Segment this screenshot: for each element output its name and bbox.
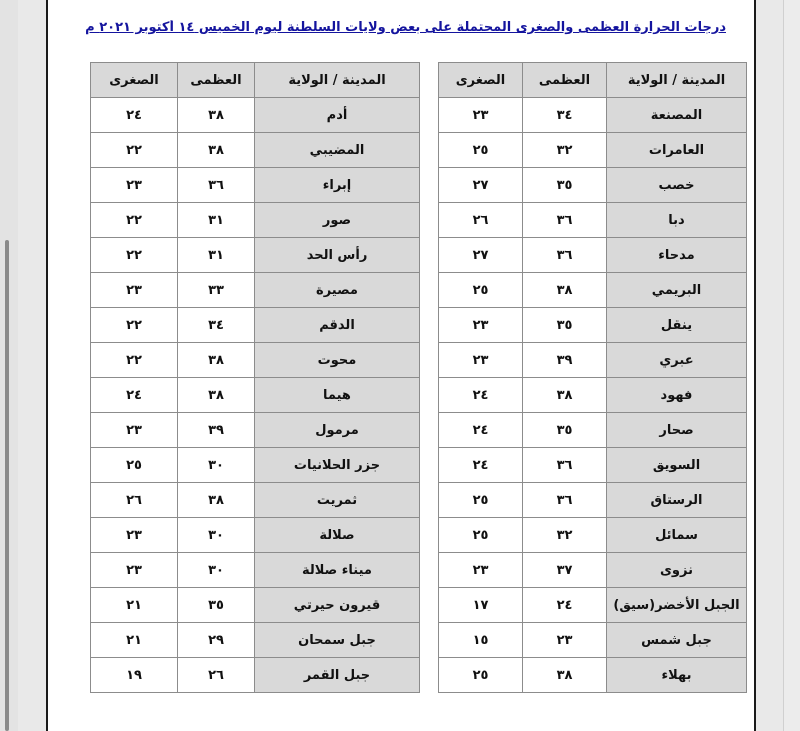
table-row xyxy=(439,413,747,448)
table-header-row xyxy=(439,63,747,98)
max-temp-cell: ٣٦ xyxy=(523,483,607,518)
max-temp-cell: ٢٣ xyxy=(523,623,607,658)
city-cell: مدحاء xyxy=(607,238,747,273)
city-cell: خصب xyxy=(607,168,747,203)
max-temp-cell: ٣٦ xyxy=(523,238,607,273)
min-temp-cell: ٢٦ xyxy=(439,203,523,238)
header-max: العظمى xyxy=(178,63,255,98)
city-cell: الجبل الأخضر(سيق) xyxy=(607,588,747,623)
max-temp-cell: ٣٨ xyxy=(178,343,255,378)
max-temp-cell: ٣٥ xyxy=(523,413,607,448)
max-temp-cell: ٣٩ xyxy=(178,413,255,448)
min-temp-cell: ٢٤ xyxy=(439,448,523,483)
min-temp-cell: ٢٤ xyxy=(439,378,523,413)
table-row xyxy=(91,273,420,308)
max-temp-cell: ٣٦ xyxy=(178,168,255,203)
city-cell: مصيرة xyxy=(255,273,420,308)
min-temp-cell: ٢٥ xyxy=(439,273,523,308)
header-min: الصغرى xyxy=(91,63,178,98)
city-cell: مرمول xyxy=(255,413,420,448)
min-temp-cell: ٢٤ xyxy=(91,378,178,413)
document-title[interactable]: درجات الحرارة العظمى والصغرى المحتملة على بعض ولايات السلطنة ليوم الخميس ١٤ أكتوبر ٢٠٢١ م xyxy=(85,20,726,35)
document-page xyxy=(46,0,756,731)
city-cell: الرستاق xyxy=(607,483,747,518)
city-cell: دبا xyxy=(607,203,747,238)
city-cell: السويق xyxy=(607,448,747,483)
table-row xyxy=(91,588,420,623)
max-temp-cell: ٣٠ xyxy=(178,448,255,483)
city-cell: جزر الحلانيات xyxy=(255,448,420,483)
min-temp-cell: ٢٧ xyxy=(439,168,523,203)
max-temp-cell: ٣١ xyxy=(178,203,255,238)
max-temp-cell: ٣٨ xyxy=(523,658,607,693)
max-temp-cell: ٣٨ xyxy=(523,378,607,413)
min-temp-cell: ٢٣ xyxy=(91,553,178,588)
table-row xyxy=(91,413,420,448)
city-cell: بهلاء xyxy=(607,658,747,693)
max-temp-cell: ٣٧ xyxy=(523,553,607,588)
min-temp-cell: ٢٤ xyxy=(91,98,178,133)
city-cell: سمائل xyxy=(607,518,747,553)
max-temp-cell: ٣٨ xyxy=(178,98,255,133)
table-row xyxy=(439,308,747,343)
table-row xyxy=(439,448,747,483)
max-temp-cell: ٣٤ xyxy=(523,98,607,133)
right-margin xyxy=(783,0,800,731)
table-row xyxy=(91,553,420,588)
city-cell: صلالة xyxy=(255,518,420,553)
min-temp-cell: ١٩ xyxy=(91,658,178,693)
max-temp-cell: ٣٣ xyxy=(178,273,255,308)
header-min: الصغرى xyxy=(439,63,523,98)
max-temp-cell: ٣٨ xyxy=(178,378,255,413)
max-temp-cell: ٣٨ xyxy=(523,273,607,308)
max-temp-cell: ٣٥ xyxy=(178,588,255,623)
city-cell: البريمي xyxy=(607,273,747,308)
max-temp-cell: ٣٦ xyxy=(523,448,607,483)
table-row xyxy=(439,518,747,553)
max-temp-cell: ٣٠ xyxy=(178,553,255,588)
min-temp-cell: ٢٣ xyxy=(91,168,178,203)
city-cell: ميناء صلالة xyxy=(255,553,420,588)
table-row xyxy=(91,518,420,553)
header-max: العظمى xyxy=(523,63,607,98)
min-temp-cell: ٢٥ xyxy=(439,658,523,693)
table-row xyxy=(91,238,420,273)
city-cell: أدم xyxy=(255,98,420,133)
min-temp-cell: ٢١ xyxy=(91,588,178,623)
min-temp-cell: ٢٣ xyxy=(91,413,178,448)
max-temp-cell: ٣٥ xyxy=(523,308,607,343)
min-temp-cell: ٢٢ xyxy=(91,133,178,168)
city-cell: نزوى xyxy=(607,553,747,588)
city-cell: صور xyxy=(255,203,420,238)
city-cell: المصنعة xyxy=(607,98,747,133)
max-temp-cell: ٢٩ xyxy=(178,623,255,658)
city-cell: جبل القمر xyxy=(255,658,420,693)
left-margin xyxy=(0,0,18,731)
min-temp-cell: ٢٣ xyxy=(439,98,523,133)
table-row xyxy=(91,448,420,483)
min-temp-cell: ٢٣ xyxy=(91,273,178,308)
min-temp-cell: ٢٦ xyxy=(91,483,178,518)
table-row xyxy=(91,98,420,133)
header-city: المدينة / الولاية xyxy=(607,63,747,98)
table-row xyxy=(91,658,420,693)
city-cell: إبراء xyxy=(255,168,420,203)
city-cell: هيما xyxy=(255,378,420,413)
max-temp-cell: ٣٩ xyxy=(523,343,607,378)
city-cell: جبل سمحان xyxy=(255,623,420,658)
vertical-scrollbar[interactable] xyxy=(5,240,9,731)
temperature-table-right xyxy=(438,62,747,693)
min-temp-cell: ٢٢ xyxy=(91,343,178,378)
min-temp-cell: ٢٣ xyxy=(439,308,523,343)
max-temp-cell: ٣٢ xyxy=(523,518,607,553)
table-row xyxy=(439,203,747,238)
city-cell: جبل شمس xyxy=(607,623,747,658)
table-row xyxy=(439,623,747,658)
city-cell: ثمريت xyxy=(255,483,420,518)
min-temp-cell: ٢٧ xyxy=(439,238,523,273)
max-temp-cell: ٣٤ xyxy=(178,308,255,343)
table-row xyxy=(439,378,747,413)
max-temp-cell: ٣١ xyxy=(178,238,255,273)
city-cell: الدقم xyxy=(255,308,420,343)
table-row xyxy=(91,203,420,238)
city-cell: عبري xyxy=(607,343,747,378)
max-temp-cell: ٢٤ xyxy=(523,588,607,623)
max-temp-cell: ٣٢ xyxy=(523,133,607,168)
table-row xyxy=(439,98,747,133)
table-row xyxy=(439,168,747,203)
min-temp-cell: ٢٤ xyxy=(439,413,523,448)
min-temp-cell: ٢٥ xyxy=(91,448,178,483)
max-temp-cell: ٣٥ xyxy=(523,168,607,203)
table-row xyxy=(91,378,420,413)
table-row xyxy=(439,238,747,273)
city-cell: صحار xyxy=(607,413,747,448)
min-temp-cell: ٢١ xyxy=(91,623,178,658)
city-cell: فهود xyxy=(607,378,747,413)
table-row xyxy=(439,658,747,693)
table-row xyxy=(439,588,747,623)
temperature-table-left xyxy=(90,62,420,693)
table-row xyxy=(439,553,747,588)
table-row xyxy=(91,308,420,343)
table-row xyxy=(439,343,747,378)
city-cell: المضيبي xyxy=(255,133,420,168)
table-row xyxy=(91,623,420,658)
min-temp-cell: ٢٢ xyxy=(91,308,178,343)
city-cell: رأس الحد xyxy=(255,238,420,273)
max-temp-cell: ٣٠ xyxy=(178,518,255,553)
table-header-row xyxy=(91,63,420,98)
city-cell: العامرات xyxy=(607,133,747,168)
max-temp-cell: ٣٦ xyxy=(523,203,607,238)
min-temp-cell: ١٧ xyxy=(439,588,523,623)
table-row xyxy=(439,483,747,518)
table-row xyxy=(91,133,420,168)
min-temp-cell: ٢٥ xyxy=(439,518,523,553)
min-temp-cell: ٢٢ xyxy=(91,203,178,238)
max-temp-cell: ٣٨ xyxy=(178,133,255,168)
max-temp-cell: ٢٦ xyxy=(178,658,255,693)
min-temp-cell: ٢٣ xyxy=(91,518,178,553)
header-city: المدينة / الولاية xyxy=(255,63,420,98)
min-temp-cell: ١٥ xyxy=(439,623,523,658)
table-row xyxy=(91,343,420,378)
city-cell: ينقل xyxy=(607,308,747,343)
min-temp-cell: ٢٥ xyxy=(439,483,523,518)
table-row xyxy=(91,168,420,203)
table-row xyxy=(439,133,747,168)
city-cell: محوت xyxy=(255,343,420,378)
table-row xyxy=(439,273,747,308)
min-temp-cell: ٢٥ xyxy=(439,133,523,168)
max-temp-cell: ٣٨ xyxy=(178,483,255,518)
min-temp-cell: ٢٣ xyxy=(439,553,523,588)
min-temp-cell: ٢٣ xyxy=(439,343,523,378)
city-cell: قيرون حيرتي xyxy=(255,588,420,623)
min-temp-cell: ٢٢ xyxy=(91,238,178,273)
table-row xyxy=(91,483,420,518)
